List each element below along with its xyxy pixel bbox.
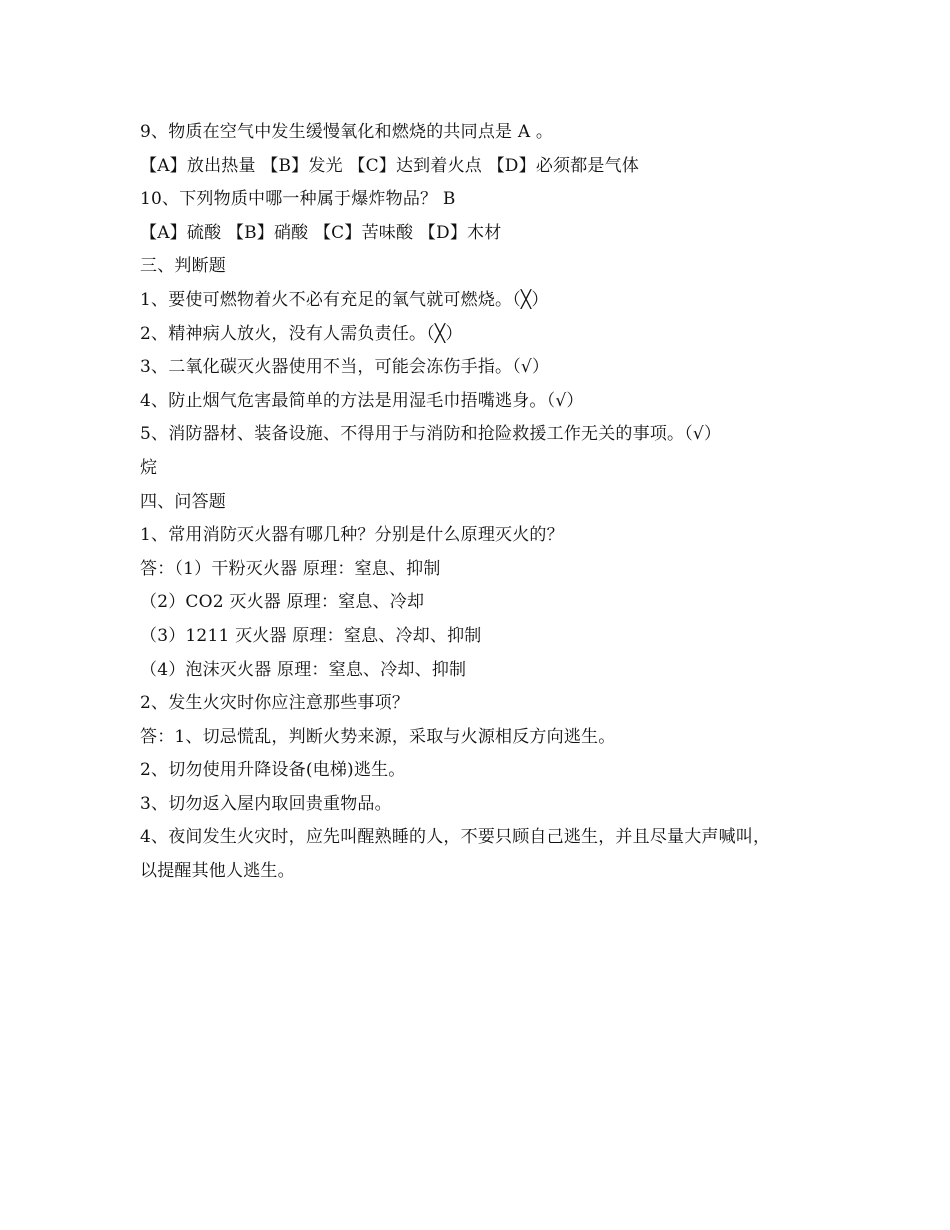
judgment-item-3: 3、二氧化碳灭火器使用不当，可能会冻伤手指。（√） (140, 357, 550, 378)
section-heading-qa: 四、问答题 (140, 491, 226, 512)
question-10-options: 【A】硫酸 【B】硝酸 【C】苦味酸 【D】木材 (140, 222, 502, 243)
stray-character: 烷 (140, 457, 158, 478)
qa-answer-1-item-2: （2）CO2 灭火器 原理：窒息、冷却 (140, 592, 425, 613)
qa-question-2: 2、发生火灾时你应注意那些事项？ (140, 693, 410, 714)
judgment-item-1: 1、要使可燃物着火不必有充足的氧气就可燃烧。（╳） (140, 289, 549, 310)
judgment-item-5: 5、消防器材、装备设施、不得用于与消防和抢险救援工作无关的事项。（√） (140, 424, 722, 445)
qa-answer-1-item-1: 答：（1）干粉灭火器 原理：窒息、抑制 (140, 558, 441, 579)
qa-answer-1-item-3: （3）1211 灭火器 原理：窒息、冷却、抑制 (140, 625, 482, 646)
section-heading-true-false: 三、判断题 (140, 256, 226, 277)
question-9-options: 【A】放出热量 【B】发光 【C】达到着火点 【D】必须都是气体 (140, 155, 640, 176)
qa-question-1: 1、常用消防灭火器有哪几种？分别是什么原理灭火的？ (140, 525, 564, 546)
question-10-text: 10、下列物质中哪一种属于爆炸物品？ B (140, 189, 456, 210)
document-body (140, 116, 840, 889)
question-9-text: 9、物质在空气中发生缓慢氧化和燃烧的共同点是 A 。 (140, 122, 554, 142)
qa-answer-2-item-3: 3、切勿返入屋内取回贵重物品。 (140, 793, 392, 814)
judgment-item-2: 2、精神病人放火，没有人需负责任。（╳） (140, 323, 463, 344)
qa-answer-2-item-4-continued: 以提醒其他人逃生。 (140, 861, 295, 882)
qa-answer-2-item-1: 答：1、切忌慌乱，判断火势来源，采取与火源相反方向逃生。 (140, 726, 616, 747)
qa-answer-2-item-2: 2、切勿使用升降设备(电梯)逃生。 (140, 760, 406, 781)
qa-answer-1-item-4: （4）泡沫灭火器 原理：窒息、冷却、抑制 (140, 659, 467, 680)
judgment-item-4: 4、防止烟气危害最简单的方法是用湿毛巾捂嘴逃身。（√） (140, 390, 584, 411)
qa-answer-2-item-4: 4、夜间发生火灾时，应先叫醒熟睡的人，不要只顾自己逃生，并且尽量大声喊叫， (140, 827, 771, 848)
